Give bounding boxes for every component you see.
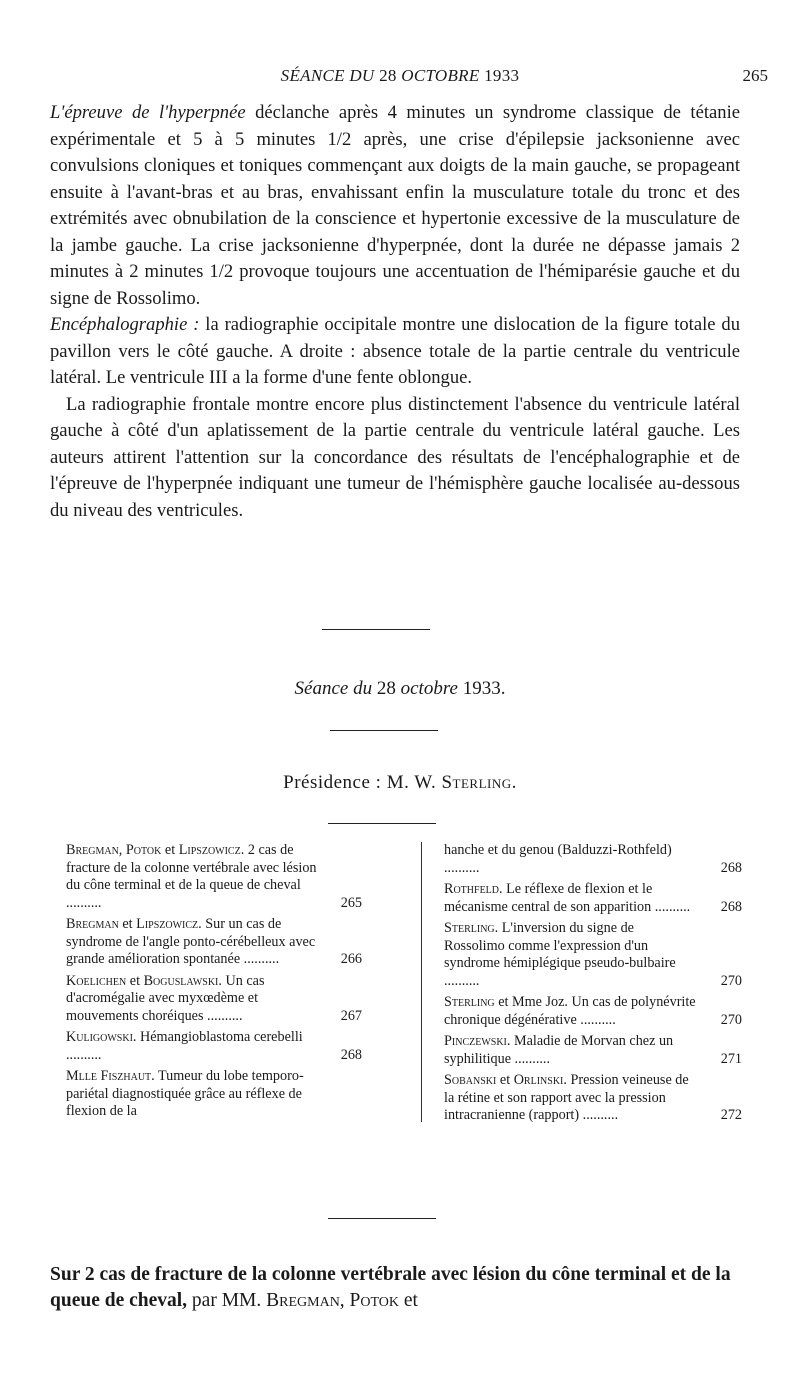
contents-entry-text bbox=[66, 1068, 362, 1121]
contents-author: Koelichen bbox=[66, 972, 127, 989]
contents-connector: et bbox=[161, 842, 179, 858]
running-head-day: 28 bbox=[379, 66, 397, 85]
contents-page-number: 270 bbox=[720, 972, 742, 989]
paragraph-hyperpnee bbox=[50, 100, 740, 312]
contents-entry-text bbox=[66, 973, 362, 1026]
contents-entry bbox=[430, 920, 742, 990]
contents-entry bbox=[52, 916, 362, 969]
contents-author: Sterling. bbox=[444, 920, 499, 936]
contents-entry bbox=[52, 1029, 362, 1064]
contents-connector: et Mme bbox=[494, 994, 546, 1010]
contents-author: Sterling bbox=[444, 994, 495, 1010]
contents-title: L'inversion du signe de Rossolimo comme l'expression d'un syndrome hémiplégique pseudo-bulbaire .......... bbox=[444, 920, 676, 989]
contents-entry-text bbox=[444, 920, 742, 990]
presidence-name: Sterling. bbox=[441, 772, 517, 793]
article-authors: Bregman, Potok bbox=[266, 1290, 400, 1311]
paragraph-encephalographie bbox=[50, 312, 740, 392]
contents-coauthor: Lipszowicz. bbox=[136, 916, 202, 932]
contents-page-number: 270 bbox=[720, 1011, 742, 1028]
contents-page-number: 265 bbox=[340, 894, 362, 911]
contents-author: Sobanski bbox=[444, 1072, 497, 1088]
hyperpnee-text: déclanche après 4 minutes un syndrome classique de tétanie expérimentale et 5 à 5 minutes 1/2 après, une crise d'épilepsie jacksonienne avec convulsions cloniques et toniques commençant aux doigts de la main gauche, se propageant ensuite à l'avant-bras et au bras, envahissant enfin la musculature totale du tronc et des extrémités avec obnubilation de la conscience et hypertonie excessive de la musculature de la jambe gauche. La crise jacksonienne d'hyperpnée, dont la durée ne dépasse jamais 2 minutes à 2 minutes 1/2 provoque toujours une accentuation de l'hémiparésie gauche et du signe de Rossolimo. bbox=[50, 102, 740, 309]
seance-month: octobre bbox=[400, 678, 458, 699]
hyperpnee-heading: L'épreuve de l'hyperpnée bbox=[50, 102, 246, 123]
running-head-month: OCTOBRE bbox=[401, 66, 480, 85]
presidence-label: Présidence : M. W. bbox=[283, 772, 437, 793]
seance-day: 28 bbox=[376, 678, 396, 699]
contents-entry-text bbox=[444, 1033, 742, 1068]
contents-author: Bregman, Potok bbox=[66, 842, 162, 858]
contents-page-number: 271 bbox=[720, 1050, 742, 1067]
contents-entry bbox=[52, 842, 362, 912]
paragraph-radiographie-frontale: La radiographie frontale montre encore plus distinctement l'absence du ventricule latéral gauche à côté d'un aplatissement de la partie centrale du ventricule latéral gauche. Les auteurs attirent l'attention sur la concordance des résultats de l'encéphalographie et de l'épreuve de l'hyperpnée indiquant une tumeur de l'hémisphère gauche localisée au-dessous du niveau des ventricules. bbox=[50, 393, 740, 521]
contents-connector: et bbox=[496, 1072, 514, 1088]
contents-entry bbox=[52, 973, 362, 1026]
contents-right-column bbox=[430, 842, 742, 1129]
article-heading bbox=[50, 1262, 750, 1314]
contents-title: hanche et du genou (Balduzzi-Rothfeld) .......... bbox=[444, 842, 672, 876]
running-head-title bbox=[0, 66, 800, 86]
contents-page-number: 267 bbox=[340, 1007, 362, 1024]
contents-title: Maladie de Morvan chez un syphilitique .......... bbox=[444, 1033, 674, 1067]
seance-underline bbox=[330, 730, 438, 731]
contents-left-column bbox=[52, 842, 362, 1125]
presidence-underline bbox=[328, 823, 436, 824]
contents-coauthor: Boguslawski. bbox=[143, 972, 222, 989]
contents-entry bbox=[430, 1072, 742, 1125]
contents-entry-text bbox=[444, 842, 742, 877]
contents-connector: et bbox=[126, 972, 144, 989]
contents-entry-text bbox=[66, 1029, 362, 1064]
contents-author: Rothfeld. bbox=[444, 881, 503, 897]
encephalographie-text: la radiographie occipitale montre une dislocation de la figure totale du pavillon vers le côté gauche. A droite : absence totale de la partie centrale du ventricule latéral. Le ventricule III a la forme d'une fente oblongue. bbox=[50, 314, 740, 388]
seance-year: 1933. bbox=[462, 678, 506, 699]
contents-page-number: 266 bbox=[340, 951, 362, 967]
seance-title bbox=[0, 678, 800, 700]
contents-entry-text bbox=[444, 994, 742, 1029]
contents-connector: et bbox=[118, 916, 137, 932]
contents-title: Le réflexe de flexion et le mécanisme central de son apparition .......... bbox=[444, 881, 691, 915]
running-head-year: 1933 bbox=[484, 66, 520, 85]
contents-title: Un cas d'acromégalie avec myxœdème et mouvements choréiques .......... bbox=[66, 972, 265, 1024]
contents-author: Bregman bbox=[66, 916, 119, 932]
body-text bbox=[50, 100, 740, 524]
contents-entry-text bbox=[444, 1072, 742, 1125]
encephalographie-heading: Encéphalographie : bbox=[50, 314, 200, 335]
contents-entry bbox=[430, 842, 742, 877]
contents-page-number: 268 bbox=[340, 1046, 362, 1063]
contents-title: 2 cas de fracture de la colonne vertébrale avec lésion du cône terminal et de la queue de cheval .......... bbox=[66, 842, 317, 911]
seance-prefix: Séance du bbox=[294, 678, 373, 699]
presidence-line bbox=[0, 772, 800, 794]
contents-bottom-rule bbox=[328, 1218, 436, 1219]
contents-page-number: 272 bbox=[720, 1107, 742, 1123]
contents-entry-text bbox=[66, 916, 362, 969]
contents-entry bbox=[430, 881, 742, 916]
contents-entry bbox=[52, 1068, 362, 1121]
contents-column-separator bbox=[421, 842, 422, 1122]
contents-page-number: 268 bbox=[720, 859, 742, 876]
contents-entry-text bbox=[444, 881, 742, 916]
contents-author: Mlle Fiszhaut. bbox=[66, 1068, 155, 1084]
running-header bbox=[0, 66, 800, 90]
article-tail: et bbox=[399, 1290, 418, 1311]
contents-title: Sur un cas de syndrome de l'angle ponto-cérébelleux avec grande amélioration spontanée .......... bbox=[66, 916, 316, 967]
contents-coauthor: Orlinski. bbox=[513, 1072, 567, 1088]
contents-page-number: 268 bbox=[720, 898, 742, 915]
contents-title: Joz. Un cas de polynévrite chronique dégénérative .......... bbox=[444, 994, 696, 1028]
contents-author: Kuligowski. bbox=[66, 1029, 137, 1045]
contents-title: Tumeur du lobe temporo-pariétal diagnostiquée grâce au réflexe de flexion de la bbox=[66, 1068, 304, 1119]
page-number: 265 bbox=[742, 66, 768, 85]
contents-coauthor: Lipszowicz. bbox=[178, 842, 245, 858]
running-head-seance: SÉANCE DU bbox=[280, 66, 375, 85]
contents-entry bbox=[430, 1033, 742, 1068]
article-title: Sur 2 cas de fracture de la colonne vertébrale avec lésion du cône terminal et de la queue de cheval, bbox=[50, 1264, 731, 1311]
contents-title: Pression veineuse de la rétine et son rapport avec la pression intracranienne (rapport) .......... bbox=[444, 1072, 689, 1123]
contents-entry bbox=[430, 994, 742, 1029]
contents-author: Pinczewski. bbox=[444, 1033, 511, 1049]
contents-title: Hémangioblastoma cerebelli .......... bbox=[66, 1029, 303, 1063]
contents-entry-text bbox=[66, 842, 362, 912]
section-divider-top bbox=[322, 629, 430, 630]
article-by: par MM. bbox=[187, 1290, 267, 1311]
